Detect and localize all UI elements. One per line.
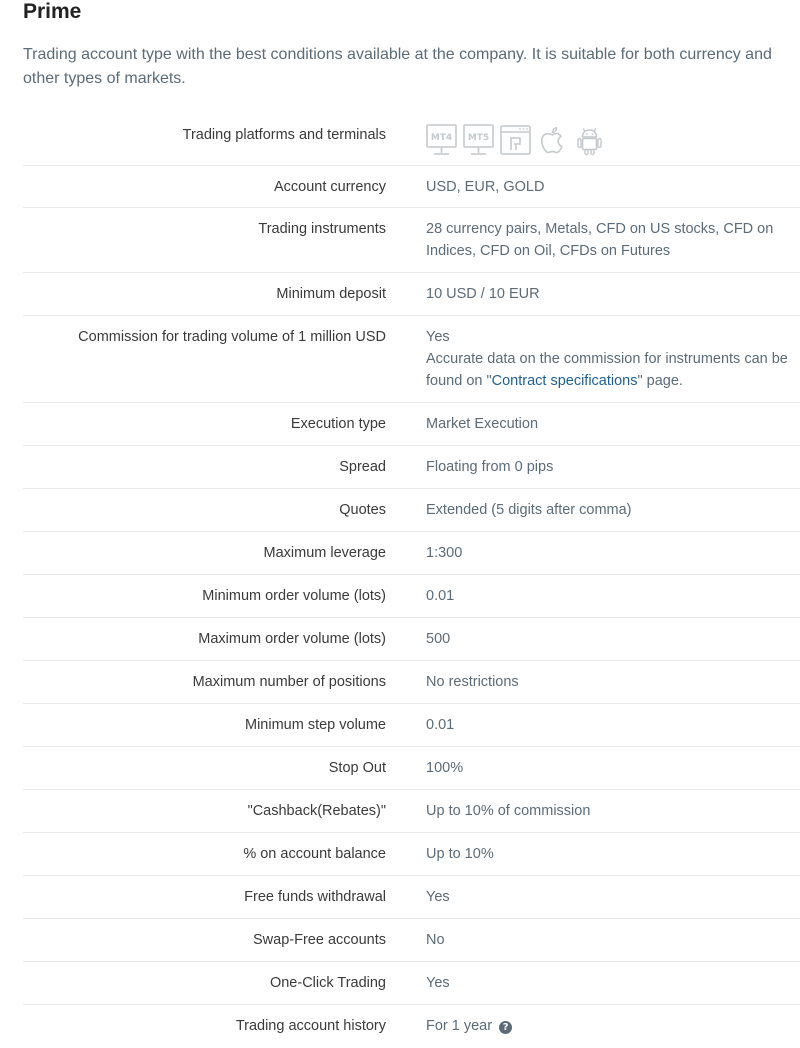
spec-label: Minimum order volume (lots)	[202, 588, 386, 604]
spec-value: No restrictions	[426, 674, 519, 690]
spec-value	[406, 208, 800, 272]
spec-value: 0.01	[426, 588, 455, 604]
spec-row-quotes	[23, 489, 800, 532]
mt5-terminal-icon[interactable]	[463, 124, 494, 157]
account-description: Trading account type with the best conditions available at the company. It is suitable for both currency and other types of markets.	[23, 46, 772, 87]
spec-row-execution-type	[23, 403, 800, 446]
spec-value-line: Yes	[426, 329, 450, 345]
spec-value: Floating from 0 pips	[426, 459, 554, 475]
spec-row-swap-free	[23, 919, 800, 962]
spec-label: % on account balance	[243, 846, 386, 862]
spec-value: 0.01	[426, 717, 455, 733]
spec-value: Yes	[426, 975, 450, 991]
spec-row-one-click	[23, 962, 800, 1005]
history-value: For 1 year	[426, 1018, 493, 1034]
spec-label: Free funds withdrawal	[244, 889, 386, 905]
spec-row-minimum-deposit	[23, 273, 800, 316]
spec-row-max-leverage	[23, 532, 800, 575]
spec-value: No	[426, 932, 445, 948]
spec-row-account-currency	[23, 166, 800, 208]
spec-row-max-positions	[23, 661, 800, 704]
spec-row-platforms	[23, 114, 800, 166]
spec-value-line	[426, 370, 800, 392]
spec-label: Spread	[339, 459, 386, 475]
spec-row-spread	[23, 446, 800, 489]
spec-row-trading-instruments	[23, 208, 800, 273]
spec-row-min-step-volume	[23, 704, 800, 747]
spec-label: Account currency	[273, 179, 386, 195]
spec-value: 1:300	[426, 545, 463, 561]
spec-row-stop-out	[23, 747, 800, 790]
spec-label: Minimum deposit	[276, 286, 386, 302]
spec-value: Up to 10%	[426, 846, 494, 862]
spec-value: 100%	[426, 760, 464, 776]
spec-label: Swap-Free accounts	[253, 932, 386, 948]
spec-row-commission	[23, 316, 800, 403]
spec-value: USD, EUR, GOLD	[426, 179, 545, 195]
mt4-terminal-icon[interactable]	[426, 124, 457, 157]
spec-label: "Cashback(Rebates)"	[247, 803, 386, 819]
spec-value: Market Execution	[426, 416, 539, 432]
spec-label: Execution type	[290, 416, 386, 432]
link-prefix: found on "	[426, 373, 492, 389]
spec-value	[406, 316, 800, 402]
spec-value-line: Accurate data on the commission for instruments can be	[426, 351, 788, 367]
spec-label: Trading instruments	[258, 221, 386, 237]
spec-label: Quotes	[339, 502, 386, 518]
apple-icon[interactable]	[537, 124, 568, 157]
spec-label: Trading account history	[235, 1018, 386, 1034]
spec-value-line: 28 currency pairs, Metals, CFD on US stocks, CFD on	[426, 221, 774, 237]
specs-table	[23, 114, 800, 1048]
page-title: Prime	[23, 0, 82, 23]
spec-value-line: Indices, CFD on Oil, CFDs on Futures	[426, 243, 671, 259]
spec-label: Stop Out	[328, 760, 386, 776]
spec-label: Minimum step volume	[244, 717, 386, 733]
spec-value: Yes	[426, 889, 450, 905]
android-icon[interactable]	[574, 124, 605, 157]
web-terminal-icon[interactable]	[500, 124, 531, 157]
svg-text:MT5: MT5	[467, 133, 490, 143]
link-suffix: " page.	[637, 373, 683, 389]
spec-row-min-order-volume	[23, 575, 800, 618]
spec-value: 10 USD / 10 EUR	[426, 286, 540, 302]
spec-value: Extended (5 digits after comma)	[426, 502, 632, 518]
spec-label: Trading platforms and terminals	[182, 127, 386, 143]
spec-label: Maximum number of positions	[192, 674, 386, 690]
svg-text:MT4: MT4	[430, 133, 453, 143]
spec-value: Up to 10% of commission	[426, 803, 591, 819]
platform-icons	[406, 114, 800, 165]
spec-row-cashback	[23, 790, 800, 833]
spec-label: One-Click Trading	[269, 975, 386, 991]
question-circle-icon[interactable]: ?	[499, 1021, 512, 1034]
spec-label: Commission for trading volume of 1 million USD	[78, 329, 386, 345]
spec-label: Maximum order volume (lots)	[198, 631, 386, 647]
contract-specifications-link[interactable]: Contract specifications	[491, 373, 638, 389]
spec-label: Maximum leverage	[263, 545, 386, 561]
spec-row-max-order-volume	[23, 618, 800, 661]
spec-row-interest-balance	[23, 833, 800, 876]
spec-value: 500	[426, 631, 451, 647]
spec-row-free-withdrawal	[23, 876, 800, 919]
